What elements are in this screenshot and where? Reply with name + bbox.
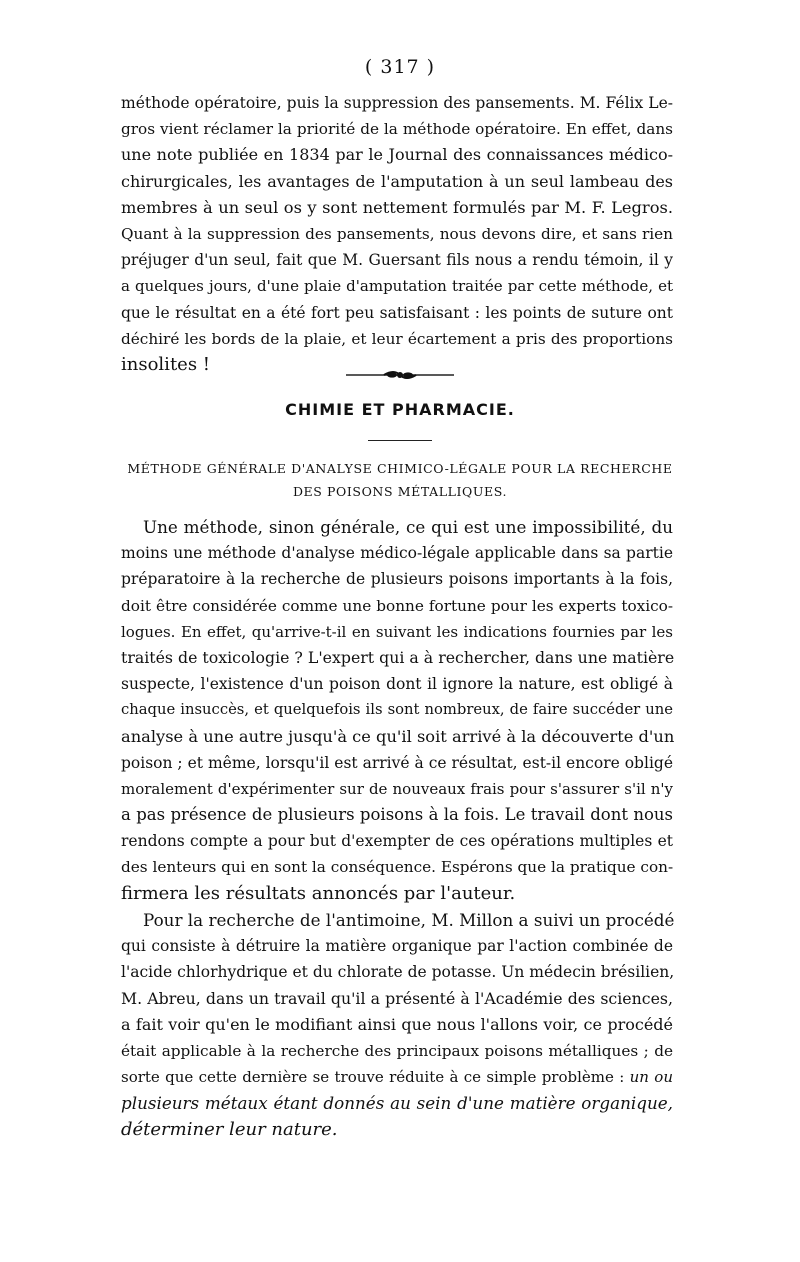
text-line: préjuger d'un seul, fait que M. Guersant fils nous a rendu témoin, il y	[121, 251, 673, 270]
text-line: chirurgicales, les avantages de l'amputation à un seul lambeau des	[121, 171, 673, 191]
text-line: Une méthode, sinon générale, ce qui est une impossibilité, du	[143, 517, 673, 537]
text-line: moins une méthode d'analyse médico-légale applicable dans sa partie	[121, 544, 673, 563]
text-line: préparatoire à la recherche de plusieurs poisons importants à la fois,	[121, 570, 673, 589]
text-line-italic: déterminer leur nature.	[121, 1118, 338, 1140]
text-line: l'acide chlorhydrique et du chlorate de potasse. Un médecin brésilien,	[121, 963, 675, 982]
text-line: poison ; et même, lorsqu'il est arrivé à ce résultat, est-il encore obligé	[121, 753, 673, 772]
text-line: a pas présence de plusieurs poisons à la fois. Le travail dont nous	[121, 805, 673, 825]
text-line: Pour la recherche de l'antimoine, M. Millon a suivi un procédé	[143, 910, 675, 930]
text-line: M. Abreu, dans un travail qu'il a présenté à l'Académie des sciences,	[121, 988, 673, 1008]
article-subheading: DES POISONS MÉTALLIQUES.	[292, 484, 508, 499]
text-line: rendons compte a pour but d'exempter de ces opérations multiples et	[121, 832, 673, 851]
text-roman: sorte que cette dernière se trouve réduite à ce simple problème :	[121, 1068, 630, 1087]
text-line: qui consiste à détruire la matière organique par l'action combinée de	[121, 937, 673, 956]
text-line	[121, 1064, 673, 1090]
text-line: traités de toxicologie ? L'expert qui a à rechercher, dans une matière	[121, 647, 675, 667]
text-line: a quelques jours, d'une plaie d'amputation traitée par cette méthode, et	[121, 277, 673, 296]
text-line: que le résultat en a été fort peu satisfaisant : les points de suture ont	[121, 303, 673, 322]
text-line: logues. En effet, qu'arrive-t-il en suivant les indications fournies par les	[121, 622, 673, 641]
paragraph-1	[121, 514, 673, 907]
ornament-divider	[346, 368, 454, 382]
text-italic: un ou	[629, 1068, 674, 1087]
paragraph-2	[121, 907, 673, 1143]
text-line: firmera les résultats annoncés par l'auteur.	[121, 882, 516, 904]
text-line: Quant à la suppression des pansements, nous devons dire, et sans rien	[121, 224, 673, 243]
text-line: doit être considérée comme une bonne fortune pour les experts toxico-	[121, 596, 673, 615]
text-line: membres à un seul os y sont nettement formulés par M. F. Legros.	[121, 197, 673, 217]
text-line: était applicable à la recherche des principaux poisons métalliques ; de	[121, 1041, 673, 1060]
text-line: moralement d'expérimenter sur de nouveaux frais pour s'assurer s'il n'y	[121, 779, 673, 798]
text-line: chaque insuccès, et quelquefois ils sont nombreux, de faire succéder une	[121, 701, 673, 719]
text-line: une note publiée en 1834 par le Journal des connaissances médico-	[121, 145, 673, 165]
text-line: déchiré les bords de la plaie, et leur écartement a pris des proportions	[121, 329, 673, 348]
text-line: suspecte, l'existence d'un poison dont il ignore la nature, est obligé à	[121, 675, 673, 694]
text-line: insolites !	[121, 353, 211, 375]
intro-paragraph	[121, 90, 673, 378]
section-heading: CHIMIE ET PHARMACIE.	[285, 400, 515, 419]
text-line: a fait voir qu'en le modifiant ainsi que nous l'allons voir, ce procédé	[121, 1014, 673, 1034]
text-line: méthode opératoire, puis la suppression des pansements. M. Félix Le-	[121, 94, 673, 112]
article-subheading: MÉTHODE GÉNÉRALE D'ANALYSE CHIMICO-LÉGALE POUR LA RECHERCHE	[127, 461, 673, 476]
text-line: analyse à une autre jusqu'à ce qu'il soit arrivé à la découverte d'un	[121, 726, 675, 746]
text-line-italic: plusieurs métaux étant donnés au sein d'une matière organique,	[121, 1093, 673, 1114]
heading-rule	[368, 440, 432, 441]
text-line: des lenteurs qui en sont la conséquence. Espérons que la pratique con-	[121, 858, 674, 877]
page-number: ( 317 )	[364, 56, 436, 78]
text-line: gros vient réclamer la priorité de la méthode opératoire. En effet, dans	[121, 120, 673, 139]
